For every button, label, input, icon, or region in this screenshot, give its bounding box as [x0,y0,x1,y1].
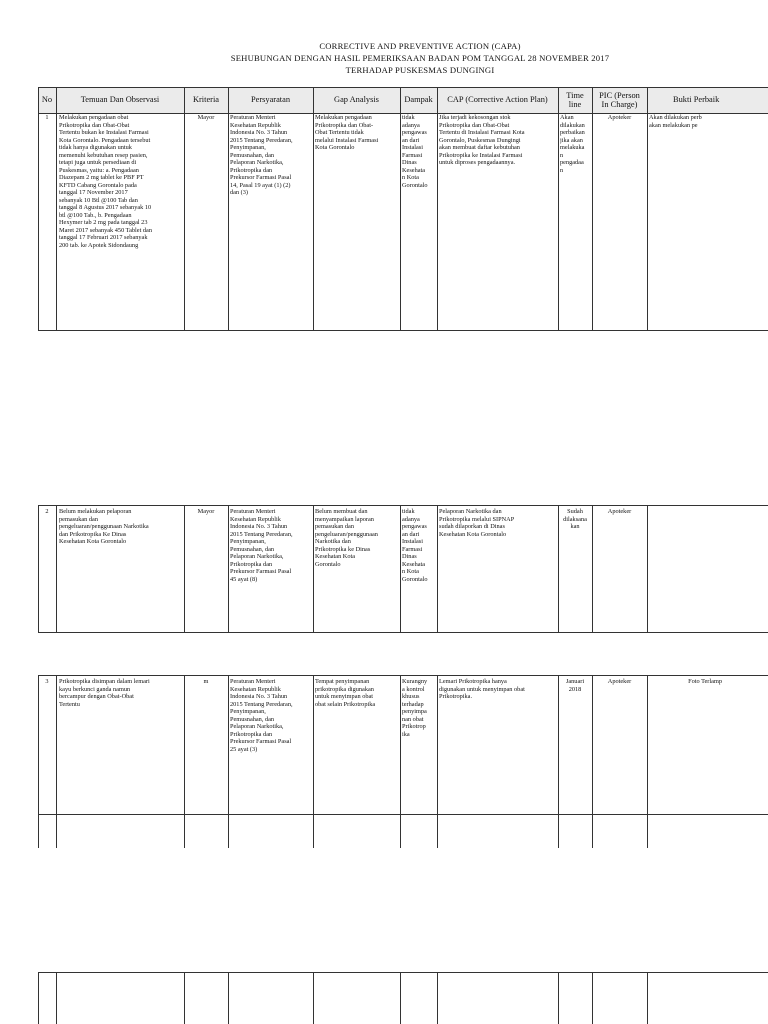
grid-line [313,87,314,330]
row2-persyaratan: Peraturan Menteri Kesehatan Republik Indonesia No. 3 Tahun 2015 Tentang Peredaran, Penyimpanan, Pemusnahan, dan Pelaporan Narkotika, Prikotropika dan Prekursor Farmasi Pasal 45 ayat (8) [230,508,293,583]
row-divider [38,972,768,973]
header-cap: CAP (Corrective Action Plan) [447,95,548,104]
grid-line [437,505,438,633]
grid-line [592,675,593,848]
row2-temuan: Belum melakukan pelaporan pemasukan dan pengeluaran/penggunaan Narkotika dan Prikotropika Ke Dinas Kesehatan Kota Gorontalo [59,508,149,545]
grid-line [38,675,39,848]
grid-line [56,972,57,1024]
row1-gap: Melakukan pengadaan Prikotropika dan Obat- Obat Tertentu tidak melalui Instalasi Farmasi Kota Gorontalo [315,114,379,151]
header-timeline: Time line [566,90,584,109]
row-divider [38,505,768,506]
header-no: No [41,95,53,104]
header-temuan: Temuan Dan Observasi [80,95,160,104]
grid-line [647,87,648,330]
grid-line [38,505,39,633]
grid-line [38,972,39,1024]
document-subject: TERHADAP PUSKESMAS DUNGINGI [345,65,495,75]
row1-persyaratan: Peraturan Menteri Kesehatan Republik Indonesia No. 3 Tahun 2015 Tentang Peredaran, Penyimpanan, Pemusnahan, dan Pelaporan Narkotika, Prikotropika dan Prekursor Farmasi Pasal 14, Pasal 19 ayat (1) (2) dan (3) [230,114,293,196]
grid-line [437,675,438,848]
grid-line [184,87,185,330]
document-title: CORRECTIVE AND PREVENTIVE ACTION (CAPA) [319,41,521,51]
grid-line [647,972,648,1024]
grid-line [56,675,57,848]
grid-line [558,87,559,330]
grid-line [228,972,229,1024]
row3-bukti: Foto Terlamp [688,678,722,685]
grid-line [56,87,57,330]
row3-temuan: Prikotropika disimpan dalam lemari kayu berkunci ganda namun bercampur dengan Obat-Obat Tertentu [59,678,150,708]
row1-dampak: tidak adanya pengawas an dari Instalasi Farmasi Dinas Kesehata n Kota Gorontalo [402,114,428,189]
row1-no: 1 [45,114,49,121]
grid-line [437,87,438,330]
grid-line [313,972,314,1024]
grid-line [647,675,648,848]
row1-timeline: Akan dilakukan perbaikan jika akan melakuka n pengadaa n [560,114,585,174]
grid-line [228,505,229,633]
grid-line [184,505,185,633]
row-divider [38,814,768,815]
row3-kriteria: m [203,678,209,685]
grid-line [558,675,559,848]
row3-timeline: Januari 2018 [565,678,585,693]
document-subtitle: SEHUBUNGAN DENGAN HASIL PEMERIKSAAN BADAN POM TANGGAL 28 NOVEMBER 2017 [230,53,610,63]
row2-dampak: tidak adanya pengawas an dari Instalasi Farmasi Dinas Kesehata n Kota Gorontalo [402,508,428,583]
grid-line [184,972,185,1024]
row3-no: 3 [45,678,49,685]
row2-pic: Apoteker [607,508,632,515]
header-gap-analysis: Gap Analysis [334,95,379,104]
grid-line [228,87,229,330]
grid-line [313,505,314,633]
row-divider [38,330,768,331]
row2-timeline: Sudah dilaksana kan [563,508,587,530]
row-divider [38,632,768,633]
row2-cap: Pelaporan Narkotika dan Prikotropika melalui SIPNAP sudah dilaporkan di Dinas Kesehatan Kota Gorontalo [439,508,515,538]
header-pic: PIC (Person In Charge) [599,90,640,109]
row1-temuan: Melakukan pengadaan obat Prikotropika dan Obat-Obat Tertentu bukan ke Instalasi Farmasi Kota Gorontalo. Pengadaan tersebut tidak hanya digunakan untuk memenuhi kebutuhan resep pasien, tetapi juga untuk persediaan di Puskesmas, yaitu: a. Pengadaan Diazepam 2 mg tablet ke PBF PT KFTD Cabang Gorontalo pada tanggal 17 November 2017 sebanyak 10 Btl @100 Tab dan tanggal 8 Agustus 2017 sebanyak 10 btl @100 Tab., b. Pengadaan Hexymer tab 2 mg pada tanggal 23 Maret 2017 sebanyak 450 Tablet dan tanggal 17 Februari 2017 sebanyak 200 tab. ke Apotek Sidondaung [59,114,152,249]
row3-dampak: Kurangny a kontrol khusus terhadap penyimpa nan obat Prikotrop ika [402,678,428,738]
grid-line [437,972,438,1024]
row2-no: 2 [45,508,49,515]
grid-line [592,972,593,1024]
grid-line [400,972,401,1024]
row1-kriteria: Mayor [197,114,215,121]
grid-line [592,87,593,330]
row3-cap: Lemari Prikotropika hanya digunakan untuk menyimpan obat Prikotropika. [439,678,525,700]
grid-line [184,675,185,848]
grid-line [56,505,57,633]
grid-line [592,505,593,633]
grid-line [228,675,229,848]
grid-line [400,505,401,633]
header-dampak: Dampak [404,95,433,104]
grid-line [558,972,559,1024]
grid-line [400,87,401,330]
row1-cap: Jika terjadi kekosongan stok Prikotropika dan Obat-Obat Tertentu di Instalasi Farmasi Kota Gorontalo, Puskesmas Dungingi akan membuat daftar kebutuhan Prikotropika ke Instalasi Farmasi untuk diproses pengadaannya. [439,114,525,166]
grid-line [38,87,39,330]
header-kriteria: Kriteria [192,95,220,104]
grid-line [313,675,314,848]
row1-pic: Apoteker [607,114,632,121]
row-divider [38,675,768,676]
row3-persyaratan: Peraturan Menteri Kesehatan Republik Indonesia No. 3 Tahun 2015 Tentang Peredaran, Penyimpanan, Pemusnahan, dan Pelaporan Narkotika, Prikotropika dan Prekursor Farmasi Pasal 25 ayat (3) [230,678,293,753]
header-bukti: Bukti Perbaik [673,95,720,104]
row3-gap: Tempat penyimpanan prikotropika digunakan untuk menyimpan obat obat selain Prikotropika [315,678,376,708]
row3-pic: Apoteker [607,678,632,685]
grid-line [647,505,648,633]
row1-bukti: Akan dilakukan perb akan melakukan pe [649,114,702,129]
row2-kriteria: Mayor [197,508,215,515]
header-persyaratan: Persyaratan [250,95,291,104]
grid-line [400,675,401,848]
row2-gap: Belum membuat dan menyampaikan laporan pemasukan dan pengeluaran/penggunaan Narkotika dan Prikotropika ke Dinas Kesehatan Kota Gorontalo [315,508,378,568]
